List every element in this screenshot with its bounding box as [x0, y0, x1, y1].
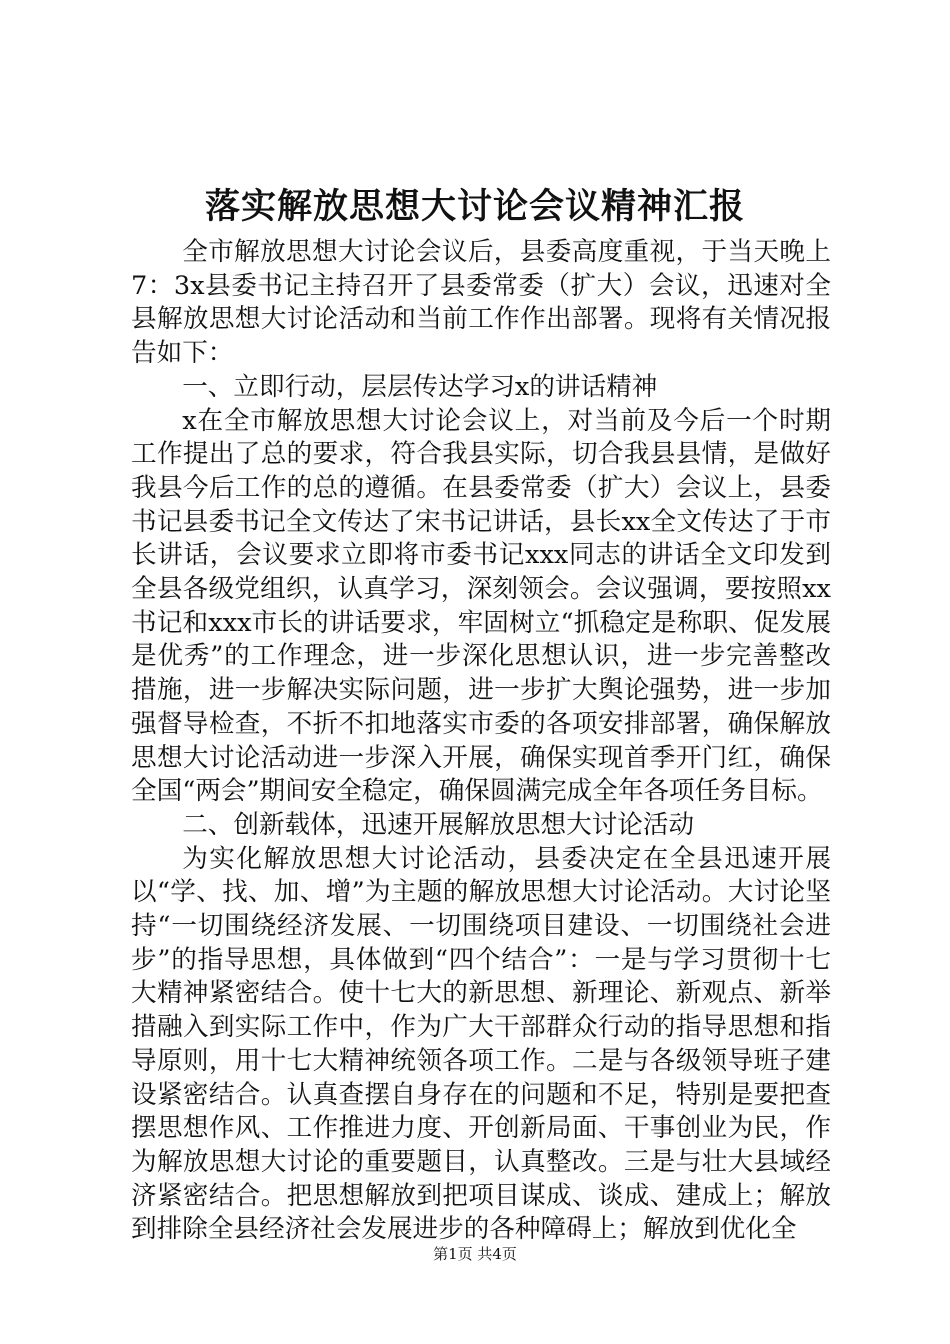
intro-paragraph: 全市解放思想大讨论会议后，县委高度重视，于当天晚上7：3x县委书记主持召开了县委常委（扩大）会议，迅速对全县解放思想大讨论活动和当前工作作出部署。现将有关情况报告如下：	[131, 237, 831, 369]
section-heading-1: 一、立即行动，层层传达学习x的讲话精神	[182, 371, 658, 402]
page-footer: 第1页 共4页	[433, 1245, 517, 1263]
document-title: 落实解放思想大讨论会议精神汇报	[204, 186, 745, 227]
section-heading-2: 二、创新载体，迅速开展解放思想大讨论活动	[182, 809, 695, 840]
section-1-paragraph: x在全市解放思想大讨论会议上，对当前及今后一个时期工作提出了总的要求，符合我县实际，切合我县县情，是做好我县今后工作的总的遵循。在县委常委（扩大）会议上，县委书记县委书记全文传达了宋书记讲话，县长xx全文传达了于市长讲话，会议要求立即将市委书记xxx同志的讲话全文印发到全县各级党组织，认真学习，深刻领会。会议强调，要按照xx书记和xxx市长的讲话要求，牢固树立“抓稳定是称职、促发展是优秀”的工作理念，进一步深化思想认识，进一步完善整改措施，进一步解决实际问题，进一步扩大舆论强势，进一步加强督导检查，不折不扣地落实市委的各项安排部署，确保解放思想大讨论活动进一步深入开展，确保实现首季开门红，确保全国“两会”期间安全稳定，确保圆满完成全年各项任务目标。	[131, 405, 831, 807]
section-2-paragraph: 为实化解放思想大讨论活动，县委决定在全县迅速开展以“学、找、加、增”为主题的解放思想大讨论活动。大讨论坚持“一切围绕经济发展、一切围绕项目建设、一切围绕社会进步”的指导思想，具体做到“四个结合”：一是与学习贯彻十七大精神紧密结合。使十七大的新思想、新理论、新观点、新举措融入到实际工作中，作为广大干部群众行动的指导思想和指导原则，用十七大精神统领各项工作。二是与各级领导班子建设紧密结合。认真查摆自身存在的问题和不足，特别是要把查摆思想作风、工作推进力度、开创新局面、干事创业为民，作为解放思想大讨论的重要题目，认真整改。三是与壮大县域经济紧密结合。把思想解放到把项目谋成、谈成、建成上；解放到排除全县经济社会发展进步的各种障碍上；解放到优化全	[131, 843, 831, 1245]
document-body	[131, 236, 831, 1247]
